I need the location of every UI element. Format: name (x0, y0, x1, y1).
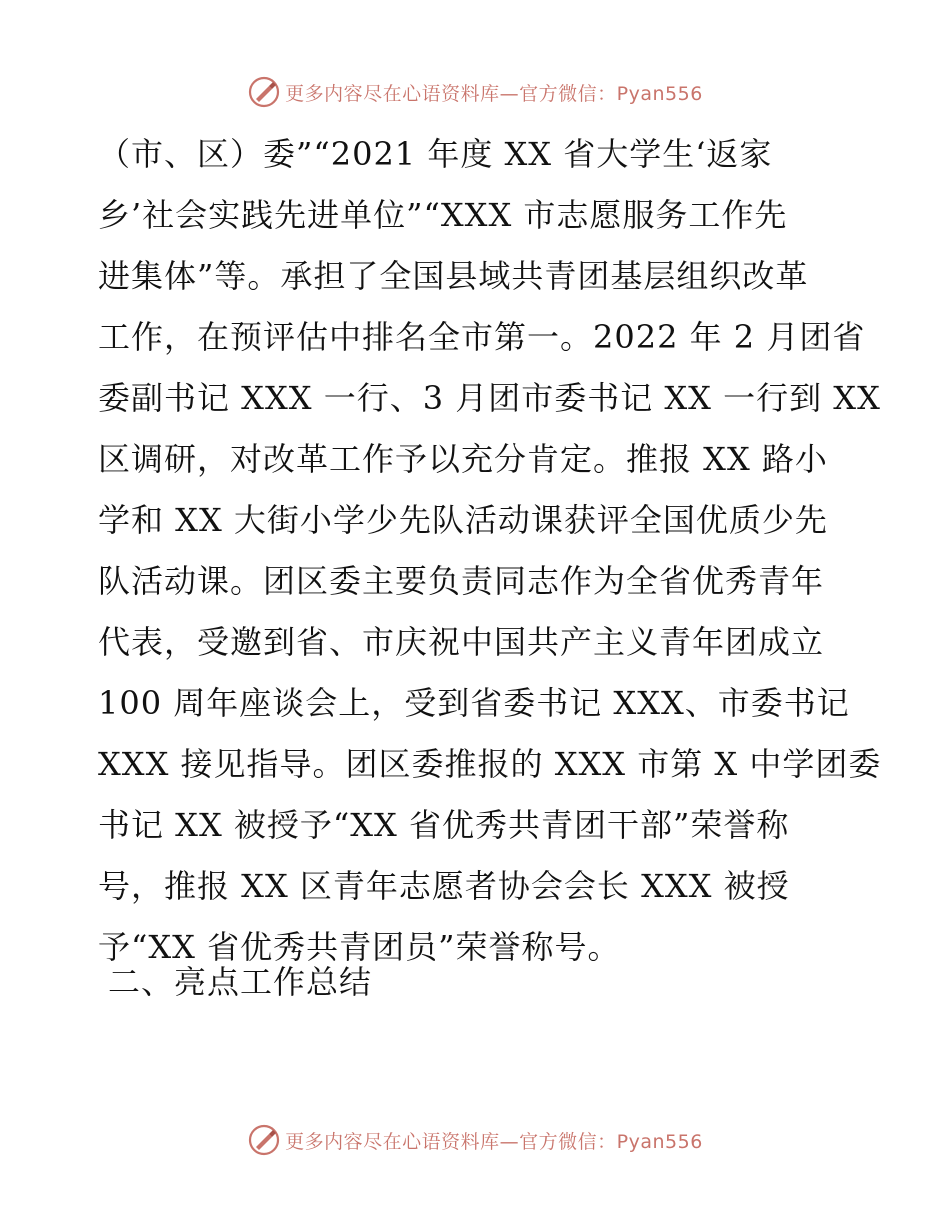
pen-logo-icon (247, 1123, 281, 1157)
body-line: 区调研，对改革工作予以充分肯定。推报 XX 路小 (98, 440, 828, 478)
body-line: 委副书记 XXX 一行、3 月团市委书记 XX 一行到 XX (98, 379, 881, 417)
body-line: 乡’社会实践先进单位”“XXX 市志愿服务工作先 (98, 196, 788, 234)
body-line: （市、区）委”“2021 年度 XX 省大学生‘返家 (98, 135, 773, 173)
body-line: 学和 XX 大街小学少先队活动课获评全国优质少先 (98, 501, 828, 539)
body-line: XXX 接见指导。团区委推报的 XXX 市第 X 中学团委 (98, 745, 882, 783)
watermark-text: 更多内容尽在心语资料库—官方微信：Pyan556 (285, 1130, 703, 1153)
body-line: 进集体”等。承担了全国县域共青团基层组织改革 (98, 257, 809, 295)
body-line: 予“XX 省优秀共青团员”荣誉称号。 (98, 928, 621, 966)
body-line: 100 周年座谈会上，受到省委书记 XXX、市委书记 (98, 684, 850, 722)
body-line: 队活动课。团区委主要负责同志作为全省优秀青年 (98, 562, 825, 600)
body-line: 号，推报 XX 区青年志愿者协会会长 XXX 被授 (98, 867, 790, 905)
footer-watermark (0, 1120, 950, 1160)
body-line: 代表，受邀到省、市庆祝中国共产主义青年团成立 (98, 623, 825, 661)
body-line: 书记 XX 被授予“XX 省优秀共青团干部”荣誉称 (98, 806, 790, 844)
watermark-text: 更多内容尽在心语资料库—官方微信：Pyan556 (285, 82, 703, 105)
section-heading: 二、亮点工作总结 (108, 963, 373, 1001)
pen-logo-icon (247, 75, 281, 109)
body-line: 工作，在预评估中排名全市第一。2022 年 2 月团省 (98, 318, 866, 356)
header-watermark (0, 72, 950, 112)
document-body (98, 124, 882, 978)
